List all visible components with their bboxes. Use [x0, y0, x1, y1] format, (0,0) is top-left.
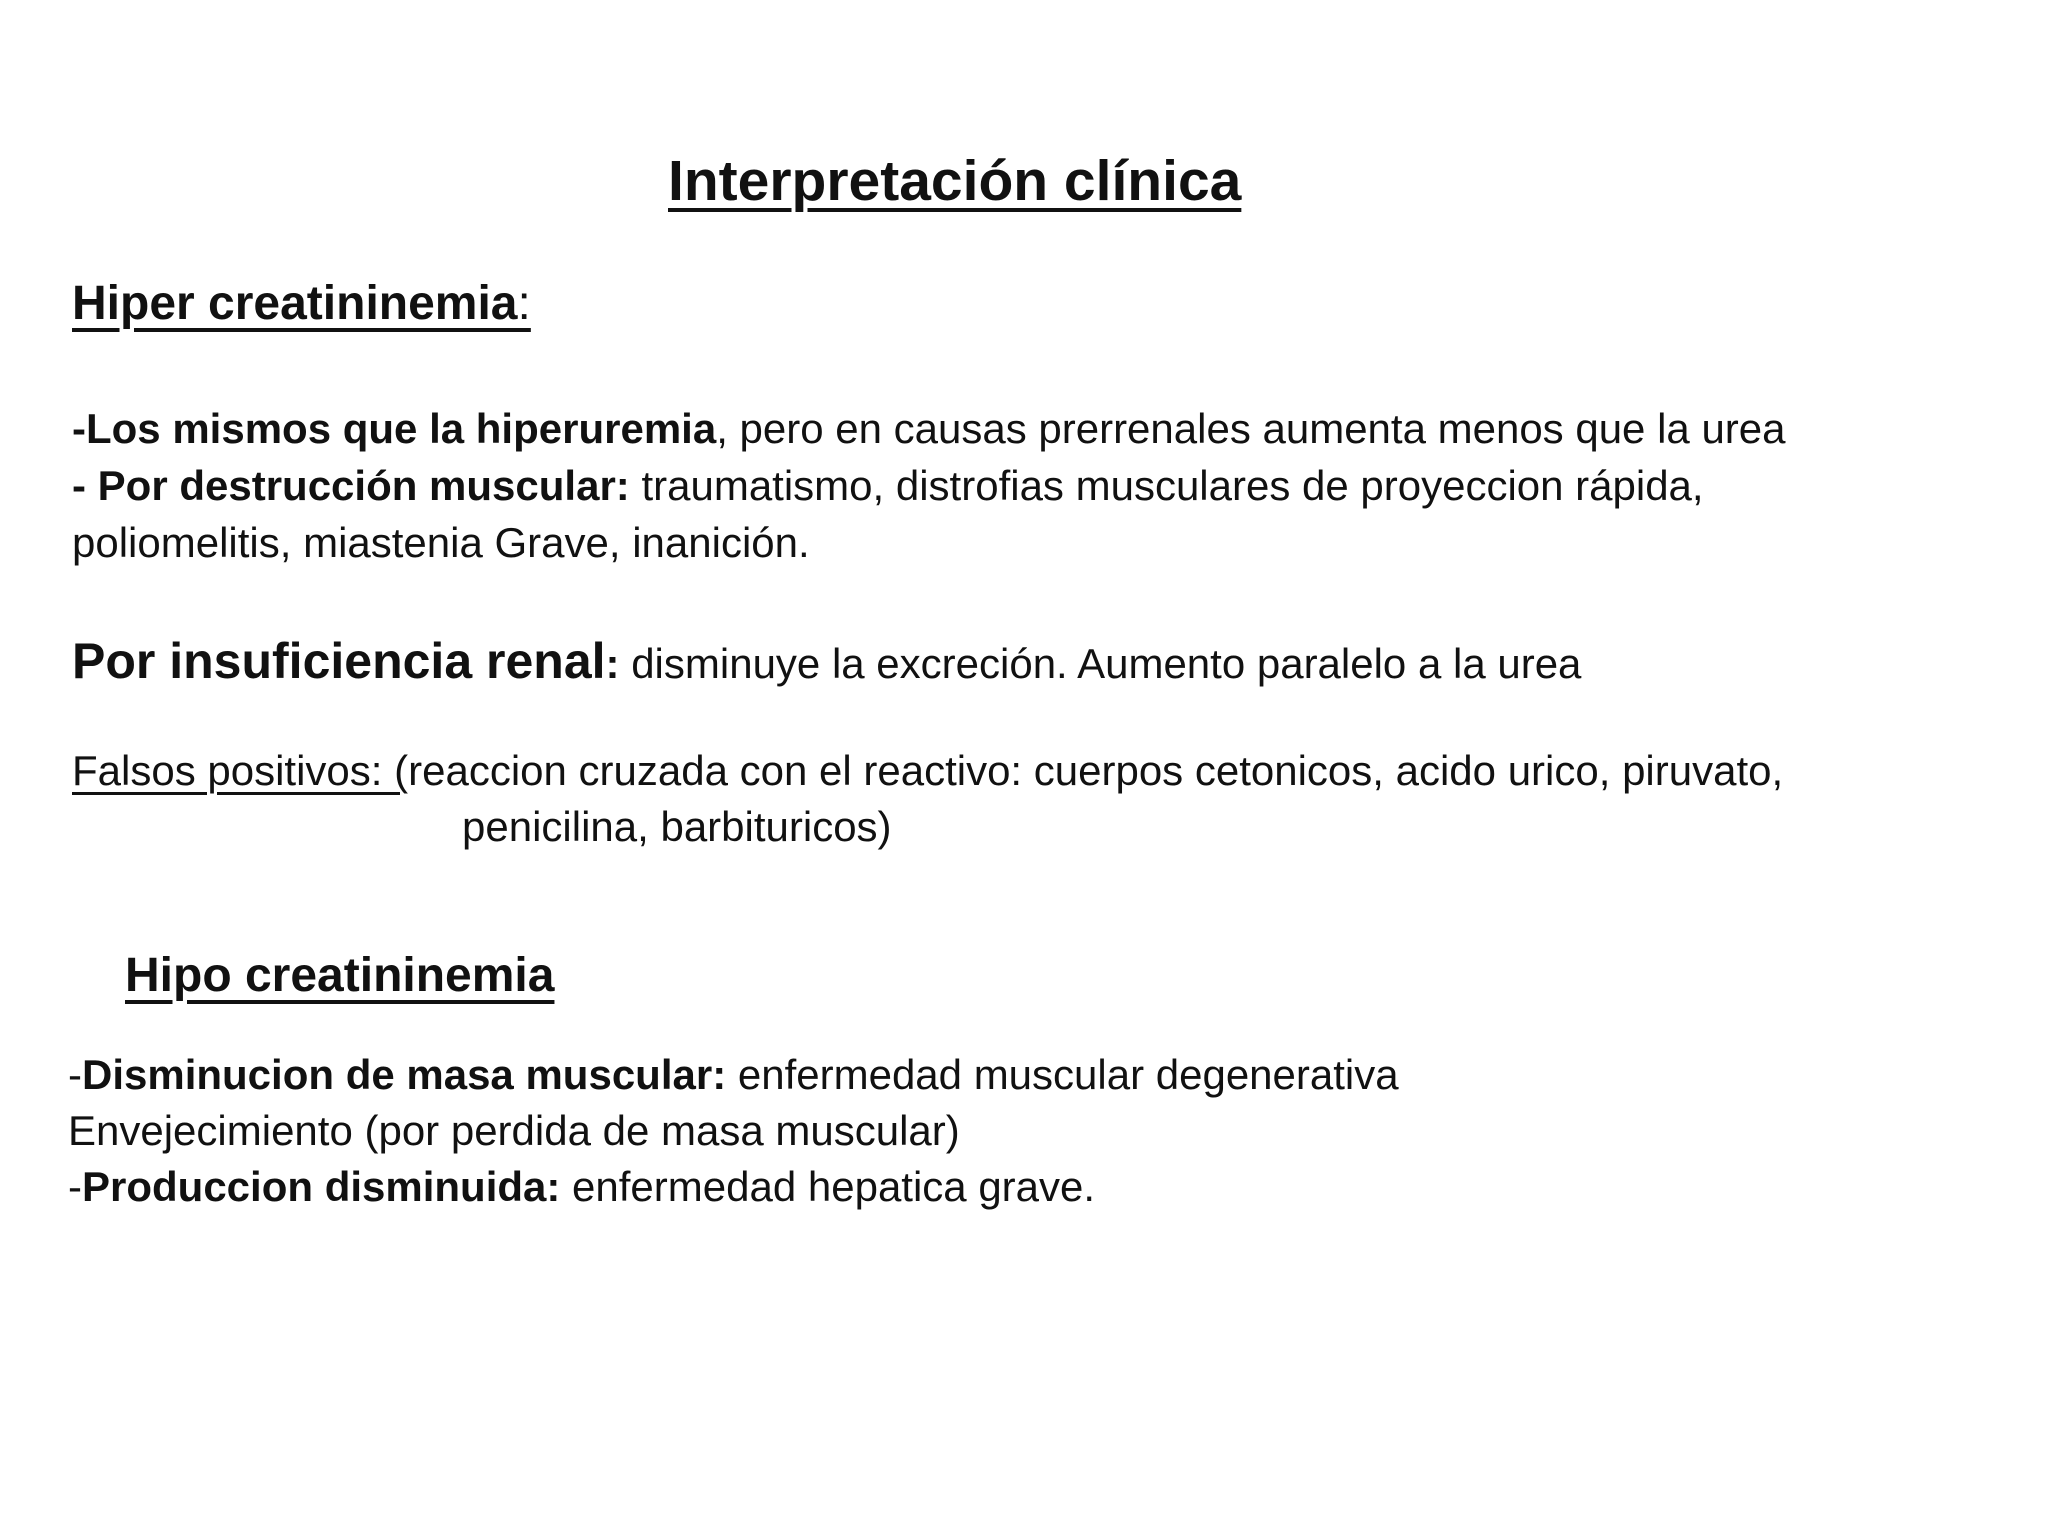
hiper-heading-text: Hiper creatininemia — [72, 277, 518, 330]
hiper-line-insuficiencia-renal — [72, 632, 1581, 690]
hipo-line3-rest: enfermedad hepatica grave. — [560, 1163, 1096, 1210]
hipo-line1-rest: enfermedad muscular degenerativa — [726, 1051, 1399, 1098]
renal-rest: disminuye la excreción. Aumento paralelo a la urea — [619, 640, 1582, 687]
renal-colon: : — [605, 640, 620, 687]
hipo-line1-bold: Disminucion de masa muscular: — [82, 1051, 727, 1098]
hiper-line-poliomelitis: poliomelitis, miastenia Grave, inanición. — [72, 519, 810, 566]
hipo-line-produccion — [68, 1163, 1096, 1210]
hiper-line-destruccion — [72, 462, 1704, 509]
hiper-creatininemia-heading — [72, 276, 531, 331]
hipo-line1-dash: - — [68, 1051, 82, 1098]
hiper-line-hiperuremia — [72, 405, 1786, 452]
hipo-line-envejecimiento: Envejecimiento (por perdida de masa muscular) — [68, 1107, 960, 1154]
falsos-positivos-line2: penicilina, barbituricos) — [462, 803, 892, 850]
hipo-creatininemia-heading — [125, 948, 554, 1003]
falsos-label: Falsos positivos: ( — [72, 747, 409, 794]
hiper-line1-rest: , pero en causas prerrenales aumenta menos que la urea — [716, 405, 1786, 452]
hipo-line-masa-muscular — [68, 1051, 1399, 1098]
hiper-line2-rest: traumatismo, distrofias musculares de proyeccion rápida, — [629, 462, 1704, 509]
hiper-line1-dash: - — [72, 405, 86, 452]
hipo-heading-text: Hipo creatininemia — [125, 949, 555, 1002]
falsos-positivos-line — [72, 747, 1784, 794]
hipo-line3-bold: Produccion disminuida: — [82, 1163, 561, 1210]
hiper-heading-colon: : — [517, 277, 531, 330]
hipo-line3-dash: - — [68, 1163, 82, 1210]
hiper-line1-bold: Los mismos que la hiperuremia — [86, 405, 717, 452]
slide-title: Interpretación clínica — [668, 149, 1242, 213]
hiper-line2-bold: - Por destrucción muscular: — [72, 462, 630, 509]
falsos-rest: reaccion cruzada con el reactivo: cuerpos cetonicos, acido urico, piruvato, — [408, 747, 1784, 794]
renal-bold: Por insuficiencia renal — [72, 633, 606, 689]
